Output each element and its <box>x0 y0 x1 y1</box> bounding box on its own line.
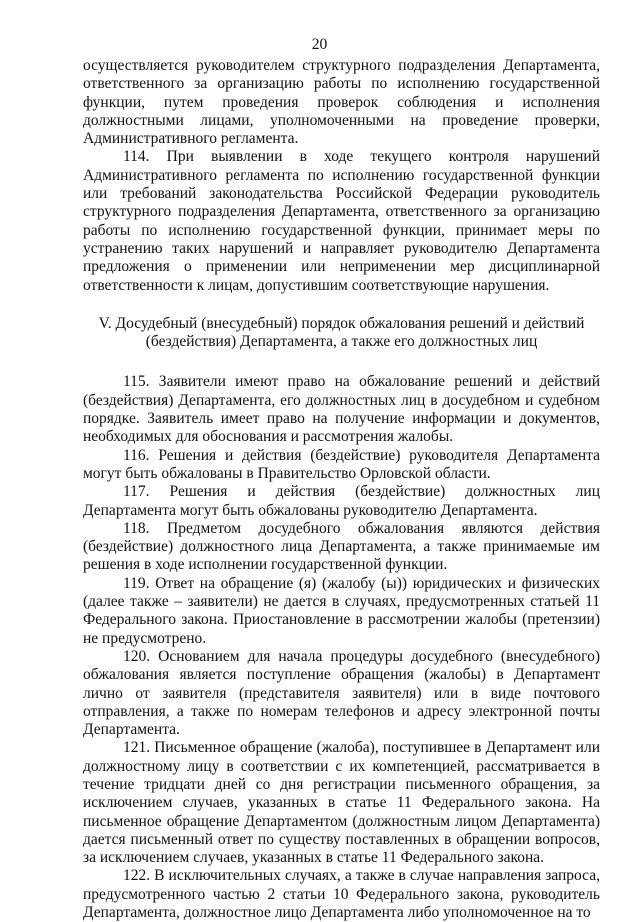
paragraph-117: 117. Решения и действия (бездействие) должностных лиц Департамента могут быть обжалованы руководителю Департамента. <box>83 483 600 519</box>
paragraph-122: 122. В исключительных случаях, а также в случае направления запроса, предусмотренного частью 2 статьи 10 Федерального закона, руководитель Департамента, должностное лицо Департамента либо уполномоченное на то <box>83 867 600 922</box>
paragraph-114: 114. При выявлении в ходе текущего контроля нарушений Административного регламента по исполнению государственной функции или требований законодательства Российской Федерации руководитель структурного подразделения Департамента, ответственного за организацию работы по исполнению государственной функции, принимает меры по устранению таких нарушений и направляет руководителю Департамента предложения о применении или неприменении мер дисциплинарной ответственности к лицам, допустившим соответствующие нарушения. <box>83 148 600 294</box>
document-body <box>83 57 600 922</box>
section-heading <box>83 315 600 352</box>
paragraph-120: 120. Основанием для начала процедуры досудебного (внесудебного) обжалования является поступление обращения (жалобы) в Департамент лично от заявителя (представителя заявителя) или в виде почтового отправления, а также по номерам телефонов и адресу электронной почты Департамента. <box>83 647 600 739</box>
paragraph-119: 119. Ответ на обращение (я) (жалобу (ы)) юридических и физических (далее также – заявители) не дается в случаях, предусмотренных статьей 11 Федерального закона. Приостановление в рассмотрении жалобы (претензии) не предусмотрено. <box>83 574 600 647</box>
paragraph-121: 121. Письменное обращение (жалоба), поступившее в Департамент или должностному лицу в соответствии с их компетенцией, рассматривается в течение тридцати дней со дня регистрации письменного обращения, за исключением случаев, указанных в статье 11 Федерального закона. На письменное обращение Департаментом (должностным лицом Департамента) дается письменный ответ по существу поставленных в обращении вопросов, за исключением случаев, указанных в статье 11 Федерального закона. <box>83 739 600 867</box>
paragraph-115: 115. Заявители имеют право на обжалование решений и действий (бездействия) Департамента, его должностных лиц в досудебном и судебном порядке. Заявитель имеет право на получение информации и документов, необходимых для обоснования и рассмотрения жалобы. <box>83 373 600 446</box>
section-heading-line-1: V. Досудебный (внесудебный) порядок обжалования решений и действий <box>98 314 585 332</box>
paragraph-116: 116. Решения и действия (бездействие) руководителя Департамента могут быть обжалованы в Правительство Орловской области. <box>83 446 600 482</box>
paragraph-113-continuation: осуществляется руководителем структурного подразделения Департамента, ответственного за организацию работы по исполнению государственной функции, путем проведения проверок соблюдения и исполнения должностными лицами, уполномоченными на проведение проверки, Административного регламента. <box>83 57 600 148</box>
paragraph-118: 118. Предметом досудебного обжалования являются действия (бездействие) должностного лица Департамента, а также принимаемые им решения в ходе исполнении государственной функции. <box>83 519 600 574</box>
page-number: 20 <box>311 36 328 53</box>
section-heading-line-2: (бездействия) Департамента, а также его должностных лиц <box>145 333 538 351</box>
